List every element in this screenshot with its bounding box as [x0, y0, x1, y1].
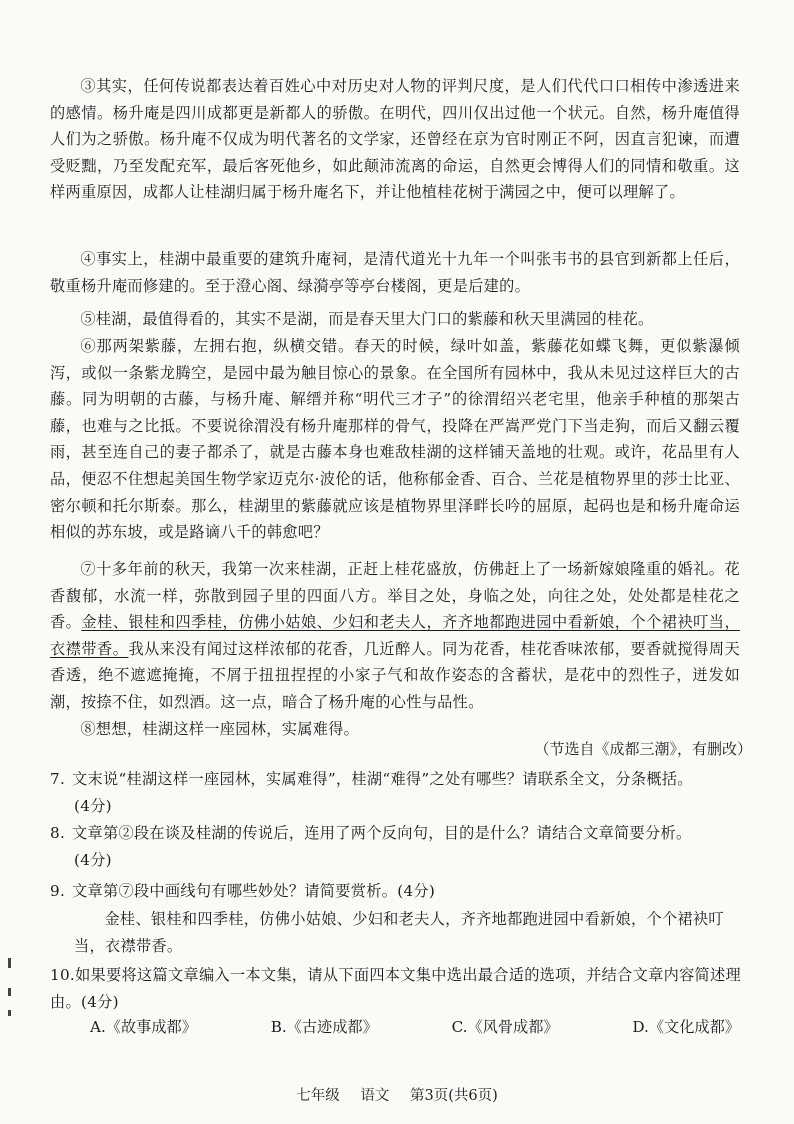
question-10: [50, 962, 750, 1016]
underlined-sentence: 金桂、银桂和四季桂，仿佛小姑娘、少妇和老夫人，齐齐地都跑进园中看新娘，个个裙袂叮当，衣襟带香。: [50, 613, 740, 658]
footer-grade: 七年级: [296, 1088, 340, 1104]
footer-subject: 语文: [360, 1088, 390, 1104]
question-7: [50, 766, 750, 820]
option-b: B.《古迹成都》: [270, 1018, 378, 1036]
question-10-text: 如果要将这篇文章编入一本文集，请从下面四本文集中选出最合适的选项，并结合文章内容简述理由。(4分): [50, 966, 742, 1011]
paragraph-8: ⑧想想，桂湖这样一座园林，实属难得。: [80, 720, 360, 738]
question-8-text: 文章第②段在谈及桂湖的传说后，连用了两个反向句，目的是什么？请结合文章简要分析。: [72, 824, 692, 842]
question-8-number: 8.: [50, 824, 66, 842]
option-c: C.《风骨成都》: [451, 1018, 559, 1036]
paragraph-5: ⑤桂湖，最值得看的，其实不是湖，而是春天里大门口的紫藤和秋天里满园的桂花。: [80, 310, 654, 328]
question-7-number: 7.: [50, 770, 66, 788]
question-10-number: 10.: [50, 966, 76, 984]
paragraph-6: ⑥那两架紫藤，左拥右抱，纵横交错。春天的时候，绿叶如盖，紫藤花如蝶飞舞，更似紫瀑倾泻，或似一条紫龙腾空，是园中最为触目惊心的景象。在全国所有园林中，我从未见过这样巨大的古藤。同为明朝的古藤，与杨升庵、解缙并称“明代三才子”的徐渭绍兴老宅里，他亲手种植的那架古藤，也难与之比抵。不要说徐渭没有杨升庵那样的骨气，投降在严嵩严党门下当走狗，而后又翻云覆雨，甚至连自己的妻子都杀了，就是古藤本身也难敌桂湖的这样铺天盖地的壮观。或许，花品里有人品，便忍不住想起美国生物学家迈克尔·波伦的话，他称郁金香、百合、兰花是植物界里的莎士比亚、密尔顿和托尔斯泰。那么，桂湖里的紫藤就应该是植物界里泽畔长吟的屈原，起码也是和杨升庵命运相似的苏东坡，或是路谪八千的韩愈吧？: [50, 337, 740, 542]
question-9: [50, 878, 750, 905]
question-7-score: (4分): [74, 797, 112, 815]
source-note: （节选自《成都三潮》，有删改）: [534, 740, 752, 758]
scan-mark: [8, 988, 11, 996]
option-d: D.《文化成都》: [632, 1018, 740, 1036]
question-8: [50, 820, 750, 874]
paragraph-7: [50, 556, 740, 716]
paragraph-7-text-b: 我从来没有闻过这样浓郁的花香，几近醉人。同为花香，桂花香味浓郁，要香就搅得周天香透，绝不遮遮掩掩，不屑于扭扭捏捏的小家子气和故作姿态的含蓄状，是花中的烈性子，迸发如潮，按捺不住，如烈酒。这一点，暗合了杨升庵的心性与品性。: [50, 639, 741, 711]
question-9-quote: 金桂、银桂和四季桂，仿佛小姑娘、少妇和老夫人，齐齐地都跑进园中看新娘，个个裙袂叮当，衣襟带香。: [74, 910, 724, 955]
scan-mark: [8, 958, 11, 968]
question-8-score: (4分): [74, 851, 112, 869]
footer-page-number: 第3页(共6页): [409, 1088, 498, 1104]
question-7-text: 文末说“桂湖这样一座园林，实属难得”，桂湖“难得”之处有哪些？请联系全文，分条概括。: [72, 770, 693, 788]
paragraph-3: ③其实，任何传说都表达着百姓心中对历史对人物的评判尺度，是人们代代口口相传中渗透进来的感情。杨升庵是四川成都更是新都人的骄傲。在明代，四川仅出过他一个状元。自然，杨升庵值得人们为之骄傲。杨升庵不仅成为明代著名的文学家，还曾经在京为官时刚正不阿，因直言犯谏，而遭受贬黜，乃至发配充军，最后客死他乡，如此颠沛流离的命运，自然更会博得人们的同情和敬重。这样两重原因，成都人让桂湖归属于杨升庵名下，并让他植桂花树于满园之中，便可以理解了。: [50, 77, 740, 202]
question-9-text: 文章第⑦段中画线句有哪些妙处？请简要赏析。(4分): [72, 882, 436, 900]
answer-options: [90, 1016, 740, 1037]
scan-mark: [8, 1010, 11, 1016]
page-footer: [0, 1084, 794, 1105]
paragraph-4: ④事实上，桂湖中最重要的建筑升庵祠，是清代道光十九年一个叫张韦书的县官到新都上任后，敬重杨升庵而修建的。至于澄心阁、绿漪亭等亭台楼阁，更是后建的。: [50, 250, 740, 295]
paragraph-7-text-a: ⑦十多年前的秋天，我第一次来桂湖，正赶上桂花盛放，仿佛赶上了一场新嫁娘隆重的婚礼。花香馥郁，水流一样，弥散到园子里的四面八方。举目之处，身临之处，向往之处，处处都是桂花之香。: [50, 560, 740, 632]
question-9-number: 9.: [50, 882, 66, 900]
option-a: A.《故事成都》: [90, 1018, 197, 1036]
